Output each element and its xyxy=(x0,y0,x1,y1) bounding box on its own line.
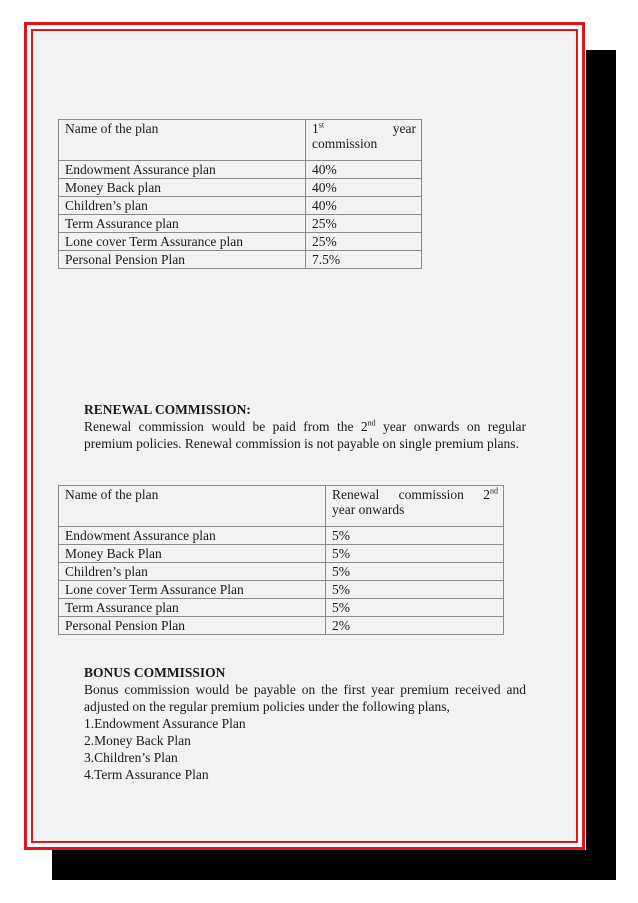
table-row xyxy=(59,527,504,545)
commission-cell: 40% xyxy=(306,161,422,179)
plan-cell: Money Back Plan xyxy=(59,545,326,563)
plan-cell: Endowment Assurance plan xyxy=(59,527,326,545)
table-row xyxy=(59,599,504,617)
plan-cell: Term Assurance plan xyxy=(59,599,326,617)
header-plan-name: Name of the plan xyxy=(59,486,326,527)
header-sup: st xyxy=(318,120,325,130)
renewal-heading: RENEWAL COMMISSION: xyxy=(84,402,251,417)
renewal-commission-section xyxy=(84,401,526,452)
commission-cell: 40% xyxy=(306,197,422,215)
table-row xyxy=(59,563,504,581)
bonus-plan-list xyxy=(84,715,526,783)
table-row xyxy=(59,233,422,251)
plan-cell: Lone cover Term Assurance Plan xyxy=(59,581,326,599)
plan-cell: Lone cover Term Assurance plan xyxy=(59,233,306,251)
list-item: 1.Endowment Assurance Plan xyxy=(84,716,246,731)
header-sup: nd xyxy=(490,486,498,496)
plan-cell: Personal Pension Plan xyxy=(59,617,326,635)
renewal-text-part1: Renewal commission would be paid from the 2 xyxy=(84,419,368,434)
bonus-commission-section xyxy=(84,664,526,783)
header-word1: Renewal xyxy=(332,487,380,502)
bonus-heading: BONUS COMMISSION xyxy=(84,665,226,680)
table-row xyxy=(59,617,504,635)
table-row xyxy=(59,545,504,563)
commission-cell: 5% xyxy=(326,599,504,617)
commission-cell: 5% xyxy=(326,527,504,545)
list-item: 3.Children’s Plan xyxy=(84,750,178,765)
renewal-text-part2: year onwards on regular premium policies. Renewal commission is not payable on single premium plans. xyxy=(84,419,526,451)
table-header-row xyxy=(59,120,422,161)
commission-cell: 25% xyxy=(306,215,422,233)
commission-cell: 5% xyxy=(326,563,504,581)
header-renewal-commission xyxy=(326,486,504,527)
header-line2: commission xyxy=(312,136,378,151)
table-row xyxy=(59,161,422,179)
renewal-commission-table xyxy=(58,485,504,635)
plan-cell: Children’s plan xyxy=(59,563,326,581)
plan-cell: Children’s plan xyxy=(59,197,306,215)
first-year-commission-table xyxy=(58,119,422,269)
table-row xyxy=(59,581,504,599)
commission-cell: 25% xyxy=(306,233,422,251)
plan-cell: Money Back plan xyxy=(59,179,306,197)
plan-cell: Endowment Assurance plan xyxy=(59,161,306,179)
header-word: year xyxy=(392,121,416,136)
header-line2: year onwards xyxy=(332,502,405,517)
list-item: 4.Term Assurance Plan xyxy=(84,767,209,782)
plan-cell: Personal Pension Plan xyxy=(59,251,306,269)
renewal-paragraph xyxy=(84,418,526,452)
page-shadow-bottom xyxy=(52,850,616,880)
commission-cell: 7.5% xyxy=(306,251,422,269)
commission-cell: 40% xyxy=(306,179,422,197)
list-item: 2.Money Back Plan xyxy=(84,733,191,748)
header-first-year-commission xyxy=(306,120,422,161)
plan-cell: Term Assurance plan xyxy=(59,215,306,233)
table-row xyxy=(59,251,422,269)
commission-cell: 5% xyxy=(326,545,504,563)
header-num: 2 xyxy=(483,487,490,502)
commission-cell: 5% xyxy=(326,581,504,599)
table-header-row xyxy=(59,486,504,527)
table-row xyxy=(59,179,422,197)
page-shadow-right xyxy=(586,50,616,880)
table-row xyxy=(59,215,422,233)
bonus-paragraph: Bonus commission would be payable on the first year premium received and adjusted on the regular premium policies under the following plans, xyxy=(84,682,526,714)
header-plan-name: Name of the plan xyxy=(59,120,306,161)
renewal-text-sup: nd xyxy=(367,418,376,428)
header-word2: commission xyxy=(398,487,464,502)
table-row xyxy=(59,197,422,215)
commission-cell: 2% xyxy=(326,617,504,635)
header-num: 1 xyxy=(312,121,319,136)
